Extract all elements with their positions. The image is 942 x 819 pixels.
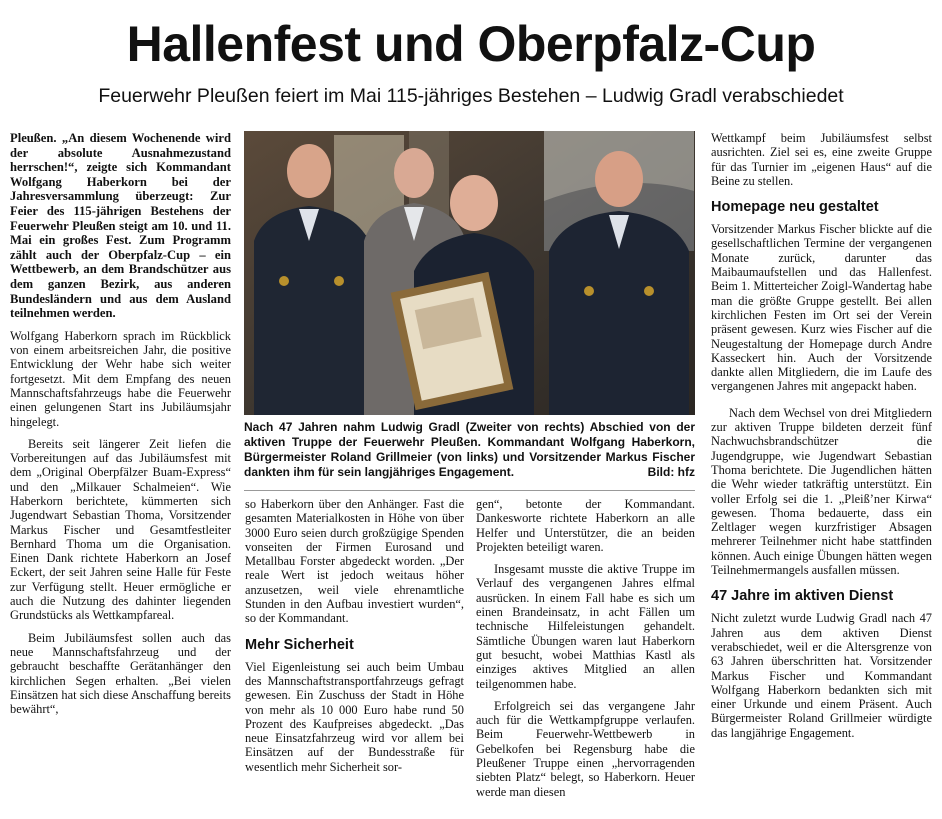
column-4 (711, 131, 932, 740)
body-paragraph: Bereits seit längerer Zeit liefen die Vorbereitungen auf das Jubiläumsfest mit dem „Original Oberpfälzer Buam-Express“ und den „Milkauer Schalmeien“. Wie Haberkorn berichtete, kümmerten sich Jugendwart Sebastian Thoma, Vorsitzender Markus Fischer und Gesamtfestleiter Bernhard Thoma um die Organisation. Einen Dank richtete Haberkorn an Josef Eckert, der seit Jahren seine Halle für Feste zur Verfügung stellt. Heuer ermögliche er auch die Nutzung des dahinter liegenden Grundstücks als Wettkampfareal. (10, 436, 231, 623)
caption-divider (244, 490, 695, 491)
body-paragraph: Wettkampf beim Jubiläumsfest selbst ausrichten. Ziel sei es, eine zweite Gruppe für das Turnier im „eigenen Haus“ auf die Beine zu stellen. (711, 131, 932, 188)
body-paragraph: Beim Jubiläumsfest sollen auch das neue Mannschaftsfahrzeug und der gebraucht beschaffte Gerätanhänger den kirchlichen Segen erhalten. „Bei vielen Einsätzen hat sich diese Anschaffung bereits bewährt“, (10, 630, 231, 717)
photo-caption (244, 420, 695, 480)
body-paragraph: so Haberkorn über den Anhänger. Fast die gesamten Materialkosten in Höhe von über 3000 Euro seien durch großzügige Spenden vonseiten der Firmen Eurosand und Metallbau Forster abgedeckt worden. „Der reale Wert ist jedoch weitaus höher anzusetzen, weil viele ehrenamtliche Stunden in den Aufbau investiert wurden“, so der Kommandant. (245, 497, 464, 626)
column-3 (476, 497, 695, 799)
column-1 (10, 131, 231, 716)
body-paragraph: Wolfgang Haberkorn sprach im Rückblick von einem arbeitsreichen Jahr, die positive Entwicklung der Wehr habe sich weiter fortgesetzt. Mit dem Empfang des neuen Mannschaftsfahrzeugs habe die Feuerwehr einen gelungenen Start ins Jubiläumsjahr hingelegt. (10, 328, 231, 429)
body-paragraph: Nach dem Wechsel von drei Mitgliedern zur aktiven Truppe bildeten derzeit fünf Nachwuchsbrandschützer die Jugendgruppe, wie Jugendwart Sebastian Thoma berichtete. Die Jugendlichen hätten die Wehr wieder tatkräftig unterstützt. Ein voller Erfolg sei die 1. „Pleiß’ner Kirwa“ gewesen. Thoma bedauerte, dass ein Zeltlager wegen kurzfristiger Absagen mehrerer Teilnehmer nicht habe stattfinden können. Auch einige Übungen hätten wegen Teilnehmermangels ausfallen müssen. (711, 405, 932, 578)
body-paragraph: Insgesamt musste die aktive Truppe im Verlauf des vergangenen Jahres elfmal ausrücken. In einem Fall habe es sich um einen Brandeinsatz, in acht Fällen um technische Hilfeleistungen gehandelt. Sämtliche Übungen waren laut Haberkorn gut besucht, wobei Matthias Kastl als einziges aktives Mitglied an allen teilgenommen habe. (476, 562, 695, 691)
section-heading: Homepage neu gestaltet (711, 199, 879, 216)
photo-illustration (244, 131, 695, 415)
photo-credit: Bild: hfz (647, 465, 695, 479)
body-paragraph: Viel Eigenleistung sei auch beim Umbau des Mannschaftstransportfahrzeugs gefragt gewesen. Ein Zuschuss der Stadt in Höhe von mehr als 10 000 Euro habe rund 50 Prozent des Kaufpreises abgedeckt. „Das neue Einsatzfahrzeug wird vor allem bei Einsätzen auf der Bundesstraße für wesentlich mehr Sicherheit sor- (245, 659, 464, 774)
subheadline: Feuerwehr Pleußen feiert im Mai 115-jähriges Bestehen – Ludwig Gradl verabschiedet (98, 85, 844, 107)
body-paragraph: Erfolgreich sei das vergangene Jahr auch für die Wettkampfgruppe verlaufen. Beim Feuerwehr-Wettbewerb in Gebelkofen bei Regensburg habe die Pleußener Truppe einen „hervorragenden siebten Platz“ belegt, so Haberkorn. Heuer werde man diesen (476, 698, 695, 799)
section-heading: 47 Jahre im aktiven Dienst (711, 588, 894, 605)
headline: Hallenfest und Oberpfalz-Cup (126, 16, 816, 72)
lead-paragraph: Pleußen. „An diesem Wochenende wird der absolute Ausnahmezustand herrschen!“, zeigte sich Kommandant Wolfgang Haberkorn bei der Jahresversammlung überzeugt: Zur Feier des 115-jährigen Bestehens der Feuerwehr Pleußen steigt am 10. und 11. Mai ein großes Fest. Zum Programm zählt auch der Oberpfalz-Cup – ein Wettbewerb, an dem Brandschützer aus dem ganzen Bezirk, aus anderen Bundesländern und aus dem Ausland teilnehmen werden. (10, 131, 231, 321)
column-2 (245, 497, 464, 774)
caption-text: Nach 47 Jahren nahm Ludwig Gradl (Zweiter von rechts) Abschied von der aktiven Truppe der Feuerwehr Pleußen. Kommandant Wolfgang Haberkorn, Bürgermeister Roland Grillmeier (von links) und Vorsitzender Markus Fischer dankten ihm für sein langjähriges Engagement. (244, 420, 695, 479)
body-paragraph: Nicht zuletzt wurde Ludwig Gradl nach 47 Jahren aus dem aktiven Dienst verabschiedet, weil er die Altersgrenze von 63 Jahren überschritten hat. Vorsitzender Markus Fischer und Kommandant Wolfgang Haberkorn bedankten sich mit einer Urkunde und einem Präsent. Auch Bürgermeister Roland Grillmeier würdigte das langjährige Engagement. (711, 611, 932, 740)
body-paragraph: Vorsitzender Markus Fischer blickte auf die gesellschaftlichen Termine der vergangenen Monate zurück, darunter das Maibaumaufstellen und das Hallenfest. Beim 1. Mitterteicher Zoigl-Wandertag habe man die größte Gruppe gestellt. Bei allen kirchlichen Festen im Ort sei der Verein präsent gewesen. Kurz wies Fischer auf die Neugestaltung der Homepage durch Andre Kasseckert hin. Auch der Vorsitzende dankte allen Mitgliedern, die im Laufe des vergangenen Jahres mit angepackt haben. (711, 222, 932, 394)
body-paragraph: gen“, betonte der Kommandant. Dankesworte richtete Haberkorn an alle Helfer und Unterstützer, die an beiden Projekten beteiligt waren. (476, 497, 695, 554)
group-photo (244, 131, 695, 415)
section-heading: Mehr Sicherheit (245, 636, 354, 653)
